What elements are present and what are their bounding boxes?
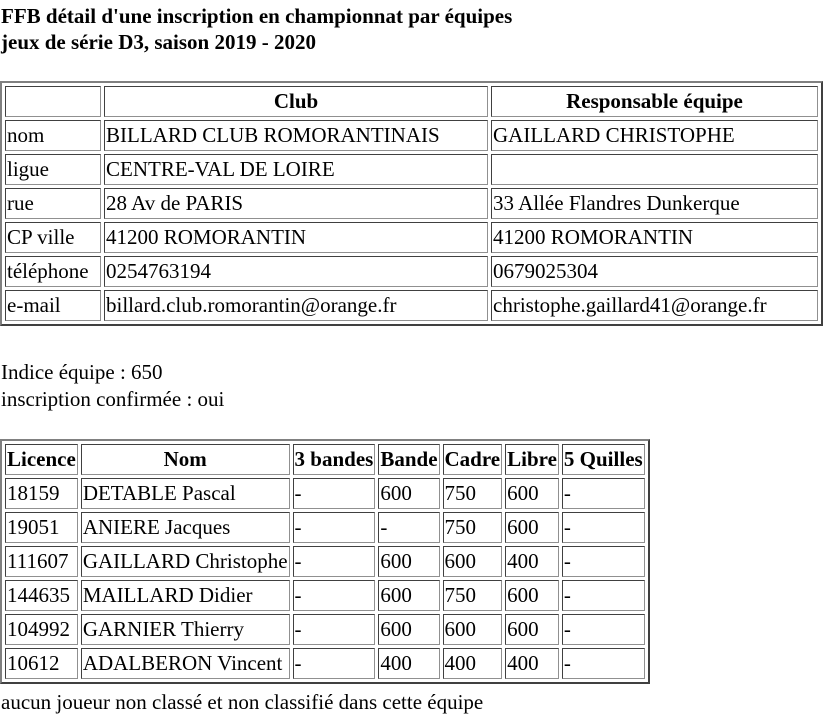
five-pins-cell: - (562, 546, 645, 577)
row-label: téléphone (5, 256, 101, 287)
licence-cell: 144635 (5, 580, 78, 611)
table-row (5, 188, 818, 219)
responsable-ligue (491, 154, 818, 185)
player-name-cell: MAILLARD Didier (81, 580, 290, 611)
libre-cell: 600 (505, 614, 559, 645)
registration-confirmed: inscription confirmée : oui (1, 387, 225, 411)
responsable-street: 33 Allée Flandres Dunkerque (491, 188, 818, 219)
licence-cell: 104992 (5, 614, 78, 645)
cadre-cell: 600 (443, 546, 503, 577)
player-name-cell: DETABLE Pascal (81, 478, 290, 509)
libre-cell: 600 (505, 580, 559, 611)
table-row (5, 154, 818, 185)
player-name-cell: ANIERE Jacques (81, 512, 290, 543)
three-cushion-cell: - (293, 648, 376, 679)
three-cushion-cell: - (293, 580, 376, 611)
header-libre: Libre (505, 444, 559, 475)
table-row (5, 580, 645, 611)
header-nom: Nom (81, 444, 290, 475)
table-row (5, 290, 818, 321)
bande-cell: 600 (378, 478, 439, 509)
five-pins-cell: - (562, 648, 645, 679)
libre-cell: 400 (505, 546, 559, 577)
bande-cell: - (378, 512, 439, 543)
player-name-cell: GARNIER Thierry (81, 614, 290, 645)
club-email: billard.club.romorantin@orange.fr (104, 290, 488, 321)
table-row (5, 648, 645, 679)
three-cushion-cell: - (293, 478, 376, 509)
bande-cell: 600 (378, 580, 439, 611)
player-name-cell: ADALBERON Vincent (81, 648, 290, 679)
responsable-phone: 0679025304 (491, 256, 818, 287)
page-title (1, 3, 512, 55)
table-row (5, 256, 818, 287)
five-pins-cell: - (562, 614, 645, 645)
table-row (5, 614, 645, 645)
title-line-1: FFB détail d'une inscription en championnat par équipes (1, 4, 513, 28)
three-cushion-cell: - (293, 512, 376, 543)
row-label: ligue (5, 154, 101, 185)
header-3-bandes: 3 bandes (293, 444, 376, 475)
club-street: 28 Av de PARIS (104, 188, 488, 219)
club-name: BILLARD CLUB ROMORANTINAIS (104, 120, 488, 151)
libre-cell: 400 (505, 648, 559, 679)
header-club: Club (104, 86, 488, 117)
table-header-row (5, 86, 818, 117)
club-info-table (0, 81, 823, 326)
responsable-name: GAILLARD CHRISTOPHE (491, 120, 818, 151)
header-5-quilles: 5 Quilles (562, 444, 645, 475)
header-licence: Licence (5, 444, 78, 475)
responsable-postcode-city: 41200 ROMORANTIN (491, 222, 818, 253)
table-row (5, 222, 818, 253)
bande-cell: 400 (378, 648, 439, 679)
header-label (5, 86, 101, 117)
three-cushion-cell: - (293, 614, 376, 645)
bande-cell: 600 (378, 614, 439, 645)
five-pins-cell: - (562, 580, 645, 611)
header-responsable: Responsable équipe (491, 86, 818, 117)
table-row (5, 512, 645, 543)
bande-cell: 600 (378, 546, 439, 577)
header-bande: Bande (378, 444, 439, 475)
licence-cell: 19051 (5, 512, 78, 543)
licence-cell: 10612 (5, 648, 78, 679)
cadre-cell: 400 (443, 648, 503, 679)
players-table (0, 439, 650, 684)
team-index: Indice équipe : 650 (1, 360, 163, 384)
footer-note: aucun joueur non classé et non classifié dans cette équipe (1, 690, 484, 714)
responsable-email: christophe.gaillard41@orange.fr (491, 290, 818, 321)
title-line-2: jeux de série D3, saison 2019 - 2020 (1, 30, 316, 54)
three-cushion-cell: - (293, 546, 376, 577)
table-row (5, 120, 818, 151)
libre-cell: 600 (505, 512, 559, 543)
club-ligue: CENTRE-VAL DE LOIRE (104, 154, 488, 185)
table-header-row (5, 444, 645, 475)
row-label: rue (5, 188, 101, 219)
table-row (5, 478, 645, 509)
cadre-cell: 750 (443, 478, 503, 509)
licence-cell: 18159 (5, 478, 78, 509)
player-name-cell: GAILLARD Christophe (81, 546, 290, 577)
libre-cell: 600 (505, 478, 559, 509)
row-label: e-mail (5, 290, 101, 321)
table-row (5, 546, 645, 577)
club-postcode-city: 41200 ROMORANTIN (104, 222, 488, 253)
cadre-cell: 600 (443, 614, 503, 645)
five-pins-cell: - (562, 512, 645, 543)
cadre-cell: 750 (443, 580, 503, 611)
cadre-cell: 750 (443, 512, 503, 543)
row-label: nom (5, 120, 101, 151)
header-cadre: Cadre (443, 444, 503, 475)
club-phone: 0254763194 (104, 256, 488, 287)
licence-cell: 111607 (5, 546, 78, 577)
five-pins-cell: - (562, 478, 645, 509)
row-label: CP ville (5, 222, 101, 253)
